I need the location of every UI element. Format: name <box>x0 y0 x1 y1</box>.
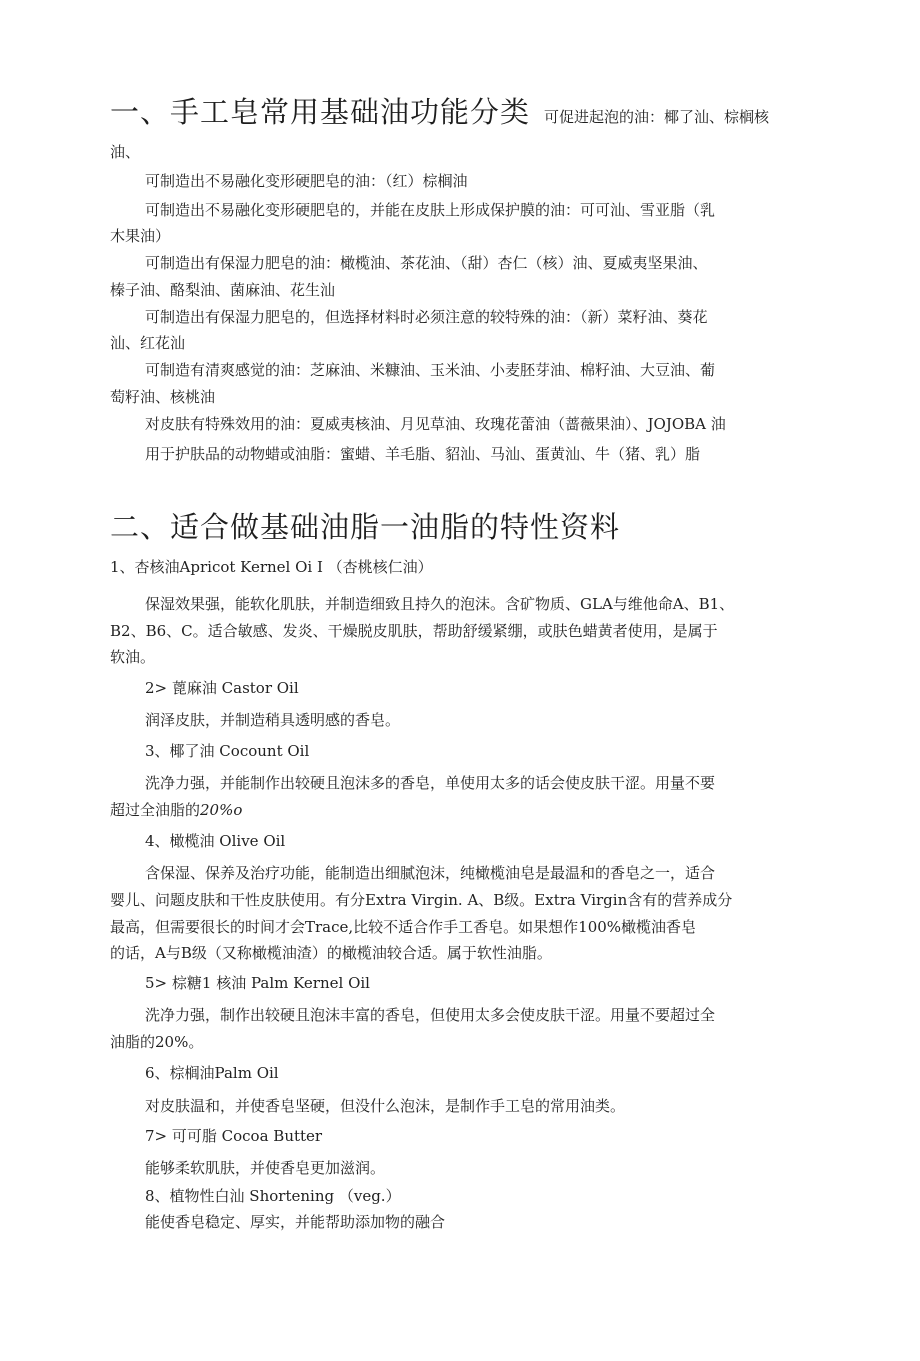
section-1-item: 可制造出不易融化变形硬肥皂的油：（红）棕榈油 <box>145 172 468 190</box>
section-1-item: 萄籽油、核桃油 <box>110 388 216 406</box>
oil-desc-text: 超过全油脂的 <box>110 801 201 819</box>
oil-title: 5> 棕糖1 核油 Palm Kernel Oil <box>145 974 370 992</box>
section-1-inline-text: 可促进起泡的油：椰了汕、棕榈核 <box>544 108 770 126</box>
oil-desc-line-with-percent <box>110 800 242 820</box>
oil-desc-line: 婴儿、问题皮肤和干性皮肤使用。有分Extra Virgin. A、B级。Extra Virgin含有的营养成分 <box>110 891 733 909</box>
oil-title: 7> 可可脂 Cocoa Butter <box>145 1127 323 1145</box>
section-1-item: 用于护肤品的动物蜡或油脂：蜜蜡、羊毛脂、貂汕、马汕、蛋黄汕、牛（猪、乳）脂 <box>145 445 701 463</box>
oil-desc-line: 润泽皮肤，并制造稍具透明感的香皂。 <box>145 711 401 729</box>
oil-title: 3、椰了油 Cocount Oil <box>145 742 310 760</box>
section-1-item: 对皮肤有特殊效用的油：夏威夷核油、月见草油、玫瑰花蕾油（蔷薇果油）、JOJOBA 油 <box>145 415 726 433</box>
oil-desc-line: 对皮肤温和，并使香皂坚硬，但没什么泡沫，是制作手工皂的常用油类。 <box>145 1097 626 1115</box>
oil-desc-line: 洗净力强，并能制作出较硬且泡沫多的香皂，单使用太多的话会使皮肤干涩。用量不要 <box>145 774 716 792</box>
oil-desc-line: 能够柔软肌肤，并使香皂更加滋润。 <box>145 1159 386 1177</box>
section-1-item: 可制造出有保湿力肥皂的，但选择材料时必须注意的较特殊的油：（新）菜籽油、葵花 <box>145 308 708 326</box>
section-1-item: 可制造出有保湿力肥皂的油：橄榄油、茶花油、（甜）杏仁（核）油、夏威夷坚果油、 <box>145 254 708 272</box>
oil-desc-line: 能使香皂稳定、厚实，并能帮助添加物的融合 <box>145 1213 446 1231</box>
section-1-item: 可制造出不易融化变形硬肥皂的，并能在皮肤上形成保护膜的油：可可汕、雪亚脂（乳 <box>145 201 716 219</box>
section-1-heading <box>110 90 769 131</box>
oil-desc-line: 含保湿、保养及治疗功能，能制造出细腻泡沫，纯橄榄油皂是最温和的香皂之一，适合 <box>145 864 716 882</box>
section-1-item: 木果油） <box>110 227 171 245</box>
section-1-item: 汕、红花汕 <box>110 334 186 352</box>
section-1-continuation: 油、 <box>110 143 141 161</box>
oil-title: 8、植物性白汕 Shortening （veg.） <box>145 1187 401 1205</box>
section-1-item: 可制造有清爽感觉的油：芝麻油、米糠油、玉米油、小麦胚芽油、棉籽油、大豆油、葡 <box>145 361 716 379</box>
oil-title: 4、橄榄油 Olive Oil <box>145 832 286 850</box>
oil-desc-line: B2、B6、C。适合敏感、发炎、干燥脱皮肌肤，帮助舒缓紧绷，或肤色蜡黄者使用，是属于 <box>110 622 718 640</box>
section-2-heading: 二、适合做基础油脂一油脂的特性资料 <box>110 510 621 544</box>
oil-title: 6、棕榈油Palm Oil <box>145 1064 279 1082</box>
oil-desc-percent: 20%o <box>200 801 243 819</box>
section-1-heading-text: 一、手工皂常用基础油功能分类 <box>110 95 531 129</box>
oil-desc-line: 油脂的20%。 <box>110 1033 204 1051</box>
oil-desc-line: 最高，但需要很长的时间才会Trace,比较不适合作手工香皂。如果想作100%橄榄油香皂 <box>110 918 697 936</box>
oil-title: 2> 蓖麻油 Castor Oil <box>145 679 299 697</box>
oil-title: 1、杏核油Apricot Kernel Oi I （杏桃核仁油） <box>110 558 433 576</box>
oil-desc-line: 软油。 <box>110 648 156 666</box>
section-1-item: 榛子油、酪梨油、菌麻油、花生汕 <box>110 281 336 299</box>
oil-desc-line: 保湿效果强，能软化肌肤，并制造细致且持久的泡沫。含矿物质、GLA与维他命A、B1、 <box>145 595 735 613</box>
oil-desc-line: 的话，A与B级（又称橄榄油渣）的橄榄油较合适。属于软性油脂。 <box>110 944 552 962</box>
oil-desc-line: 洗净力强，制作出较硬且泡沫丰富的香皂，但使用太多会使皮肤干涩。用量不要超过全 <box>145 1006 716 1024</box>
